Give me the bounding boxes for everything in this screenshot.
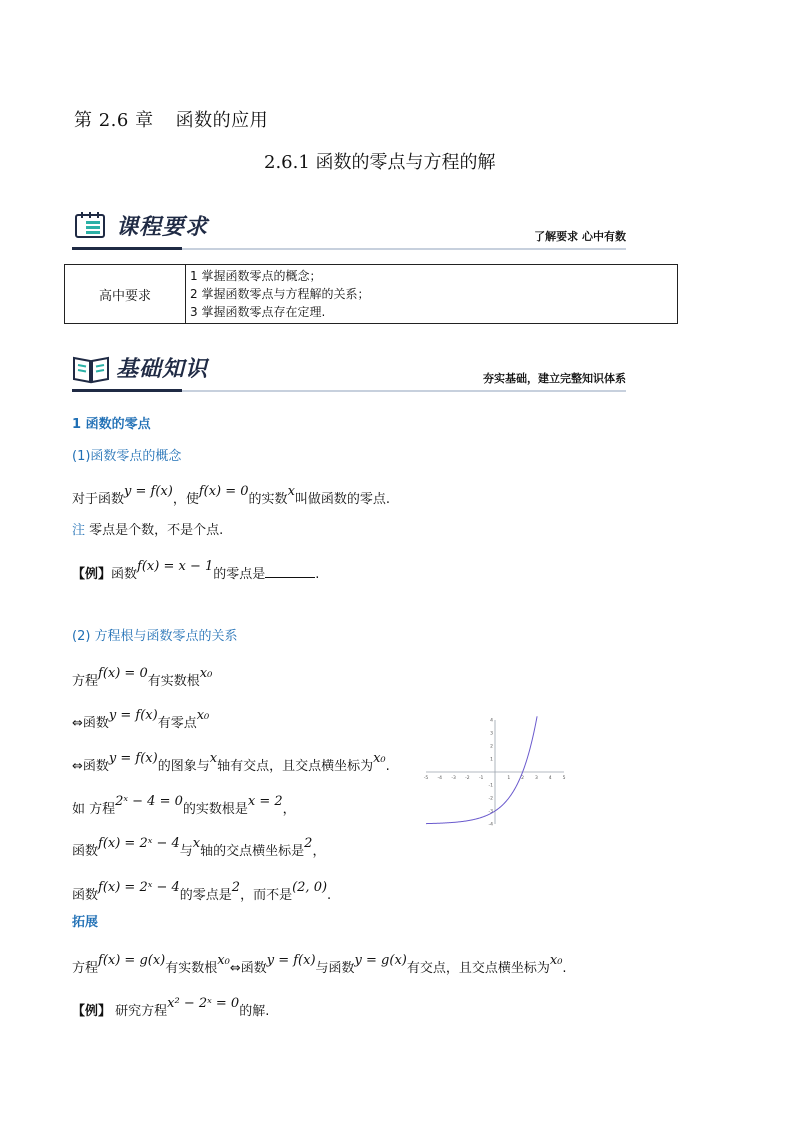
formula: x² − 2ˣ = 0	[167, 996, 240, 1011]
extension-heading: 拓展	[72, 915, 99, 930]
text: 如 方程	[72, 802, 116, 817]
example-label: 【例】	[72, 1004, 112, 1019]
text: 轴有交点，且交点横坐标为	[217, 759, 374, 774]
heading-root-relation: (2) 方程根与函数零点的关系	[72, 629, 238, 644]
requirements-label: 高中要求	[65, 265, 186, 324]
x-tick-label: 2	[521, 776, 525, 781]
text: 的图象与	[157, 759, 210, 774]
formula: y = g(x)	[354, 953, 407, 968]
formula: y = f(x)	[266, 953, 316, 968]
example-label: 【例】	[72, 567, 112, 582]
formula: 2	[231, 880, 241, 895]
example-line-2: 函数f(x) = 2ˣ − 4与x轴的交点横坐标是2，	[72, 836, 326, 859]
y-tick-label: -4	[488, 822, 493, 828]
chapter-label: 第 2.6 章	[74, 110, 154, 131]
requirements-items	[186, 265, 678, 324]
example-line-1: 如 方程2ˣ − 4 = 0的实数根是x = 2，	[72, 794, 296, 817]
text: ，使	[172, 492, 199, 507]
text: 与	[179, 844, 193, 859]
formula: y = f(x)	[124, 484, 173, 499]
banner-divider-light	[182, 390, 626, 392]
text: 与函数	[315, 961, 355, 976]
formula: x₀	[549, 953, 563, 968]
text: 的实数	[248, 492, 288, 507]
text: 的零点是	[213, 567, 266, 582]
example-2	[72, 996, 270, 1019]
formula: y = f(x)	[108, 708, 158, 723]
y-tick-label: 4	[490, 718, 493, 724]
example-line-3: 函数f(x) = 2ˣ − 4的零点是2，而不是(2, 0).	[72, 880, 332, 903]
formula: f(x) = 2ˣ − 4	[98, 836, 180, 851]
formula: x₀	[217, 953, 230, 968]
x-tick-label: 5	[562, 776, 566, 781]
text: 有实数根	[147, 674, 200, 689]
formula: f(x) = 2ˣ − 4	[98, 880, 180, 895]
requirements-table	[64, 264, 678, 324]
text: 有交点，且交点横坐标为	[406, 961, 550, 976]
banner-title: 基础知识	[116, 357, 209, 382]
formula: x₀	[199, 666, 213, 681]
x-tick-label: -1	[478, 776, 484, 781]
x-tick-label: -5	[423, 776, 429, 781]
formula: 2	[304, 836, 313, 851]
x-tick-label: -4	[437, 776, 443, 781]
y-tick-label: 2	[490, 744, 493, 750]
text: 研究方程	[115, 1004, 168, 1019]
section-title: 2.6.1 函数的零点与方程的解	[264, 152, 496, 173]
note-label: 注	[72, 523, 86, 538]
example-1: 【例】函数f(x) = x − 1的零点是 .	[72, 559, 320, 582]
banner-divider-light	[182, 248, 626, 250]
text: 函数	[72, 888, 99, 903]
basic-knowledge-banner	[72, 348, 626, 392]
text: 轴的交点横坐标是	[200, 844, 305, 859]
formula: f(x) = 0	[198, 484, 249, 499]
heading-zero-point: 1 函数的零点	[72, 417, 151, 432]
formula: x	[209, 751, 218, 766]
text: 的解.	[239, 1004, 270, 1019]
y-tick-label: 3	[490, 731, 493, 737]
y-tick-label: -2	[488, 796, 493, 802]
x-tick-label: 3	[534, 776, 538, 781]
formula: x	[287, 484, 295, 499]
text: 函数	[72, 844, 99, 859]
text: 有实数根	[165, 961, 218, 976]
banner-divider	[72, 247, 182, 250]
formula: (2, 0)	[292, 880, 328, 895]
extension-line: 方程f(x) = g(x)有实数根x₀⇔函数y = f(x)与函数y = g(x)有交点，且交点横坐标为x₀.	[72, 953, 567, 976]
x-tick-label: -2	[465, 776, 470, 781]
banner-tagline: 了解要求 心中有数	[534, 230, 626, 243]
y-tick-label: -1	[488, 783, 493, 789]
y-tick-label: -3	[488, 809, 493, 815]
formula: f(x) = 0	[98, 666, 148, 681]
subheading-zero-concept: (1)函数零点的概念	[72, 449, 182, 464]
text: ⇔函数	[72, 716, 109, 731]
list-item: 2 掌握函数零点与方程解的关系；	[190, 287, 370, 301]
relation-line-2	[72, 708, 210, 731]
note-text: 零点是个数，不是个点.	[89, 523, 224, 538]
text: 方程	[72, 961, 99, 976]
text: ⇔函数	[229, 961, 267, 976]
exponential-function-graph	[420, 716, 570, 828]
formula: 2ˣ − 4 = 0	[115, 794, 183, 809]
formula: y = f(x)	[108, 751, 158, 766]
open-book-icon	[72, 354, 110, 384]
relation-line-3: ⇔函数y = f(x)的图象与x轴有交点，且交点横坐标为x₀.	[72, 751, 390, 774]
chapter-title: 函数的应用	[175, 110, 269, 131]
answer-blank	[265, 565, 315, 578]
text: 函数	[111, 567, 138, 582]
relation-line-1	[72, 666, 213, 689]
notepad-icon	[74, 210, 108, 240]
formula: f(x) = g(x)	[98, 953, 166, 968]
list-item: 1 掌握函数零点的概念；	[190, 269, 322, 283]
x-tick-label: -3	[451, 776, 456, 781]
note-line	[72, 519, 223, 538]
course-requirements-banner	[72, 206, 626, 250]
formula: x₀	[373, 751, 386, 766]
list-item: 3 掌握函数零点存在定理.	[190, 305, 326, 319]
formula: x₀	[196, 708, 210, 723]
banner-tagline: 夯实基础，建立完整知识体系	[483, 372, 626, 385]
text: 有零点	[157, 716, 197, 731]
definition-line	[72, 484, 391, 507]
chapter-heading	[74, 106, 268, 132]
x-tick-label: 1	[507, 776, 511, 781]
table-row	[65, 265, 678, 324]
text: 对于函数	[72, 492, 125, 507]
banner-divider	[72, 389, 182, 392]
text: 方程	[72, 674, 99, 689]
formula: x = 2	[247, 794, 283, 809]
text: ，而不是	[240, 888, 293, 903]
formula: f(x) = x − 1	[137, 559, 214, 574]
text: 叫做函数的零点.	[294, 492, 391, 507]
y-tick-label: 1	[490, 757, 493, 763]
text: 的实数根是	[182, 802, 248, 817]
x-tick-label: 4	[548, 776, 552, 781]
function-curve	[423, 716, 537, 823]
text: ⇔函数	[72, 759, 109, 774]
banner-title: 课程要求	[116, 215, 209, 240]
text: 的零点是	[179, 888, 232, 903]
formula: x	[192, 836, 201, 851]
